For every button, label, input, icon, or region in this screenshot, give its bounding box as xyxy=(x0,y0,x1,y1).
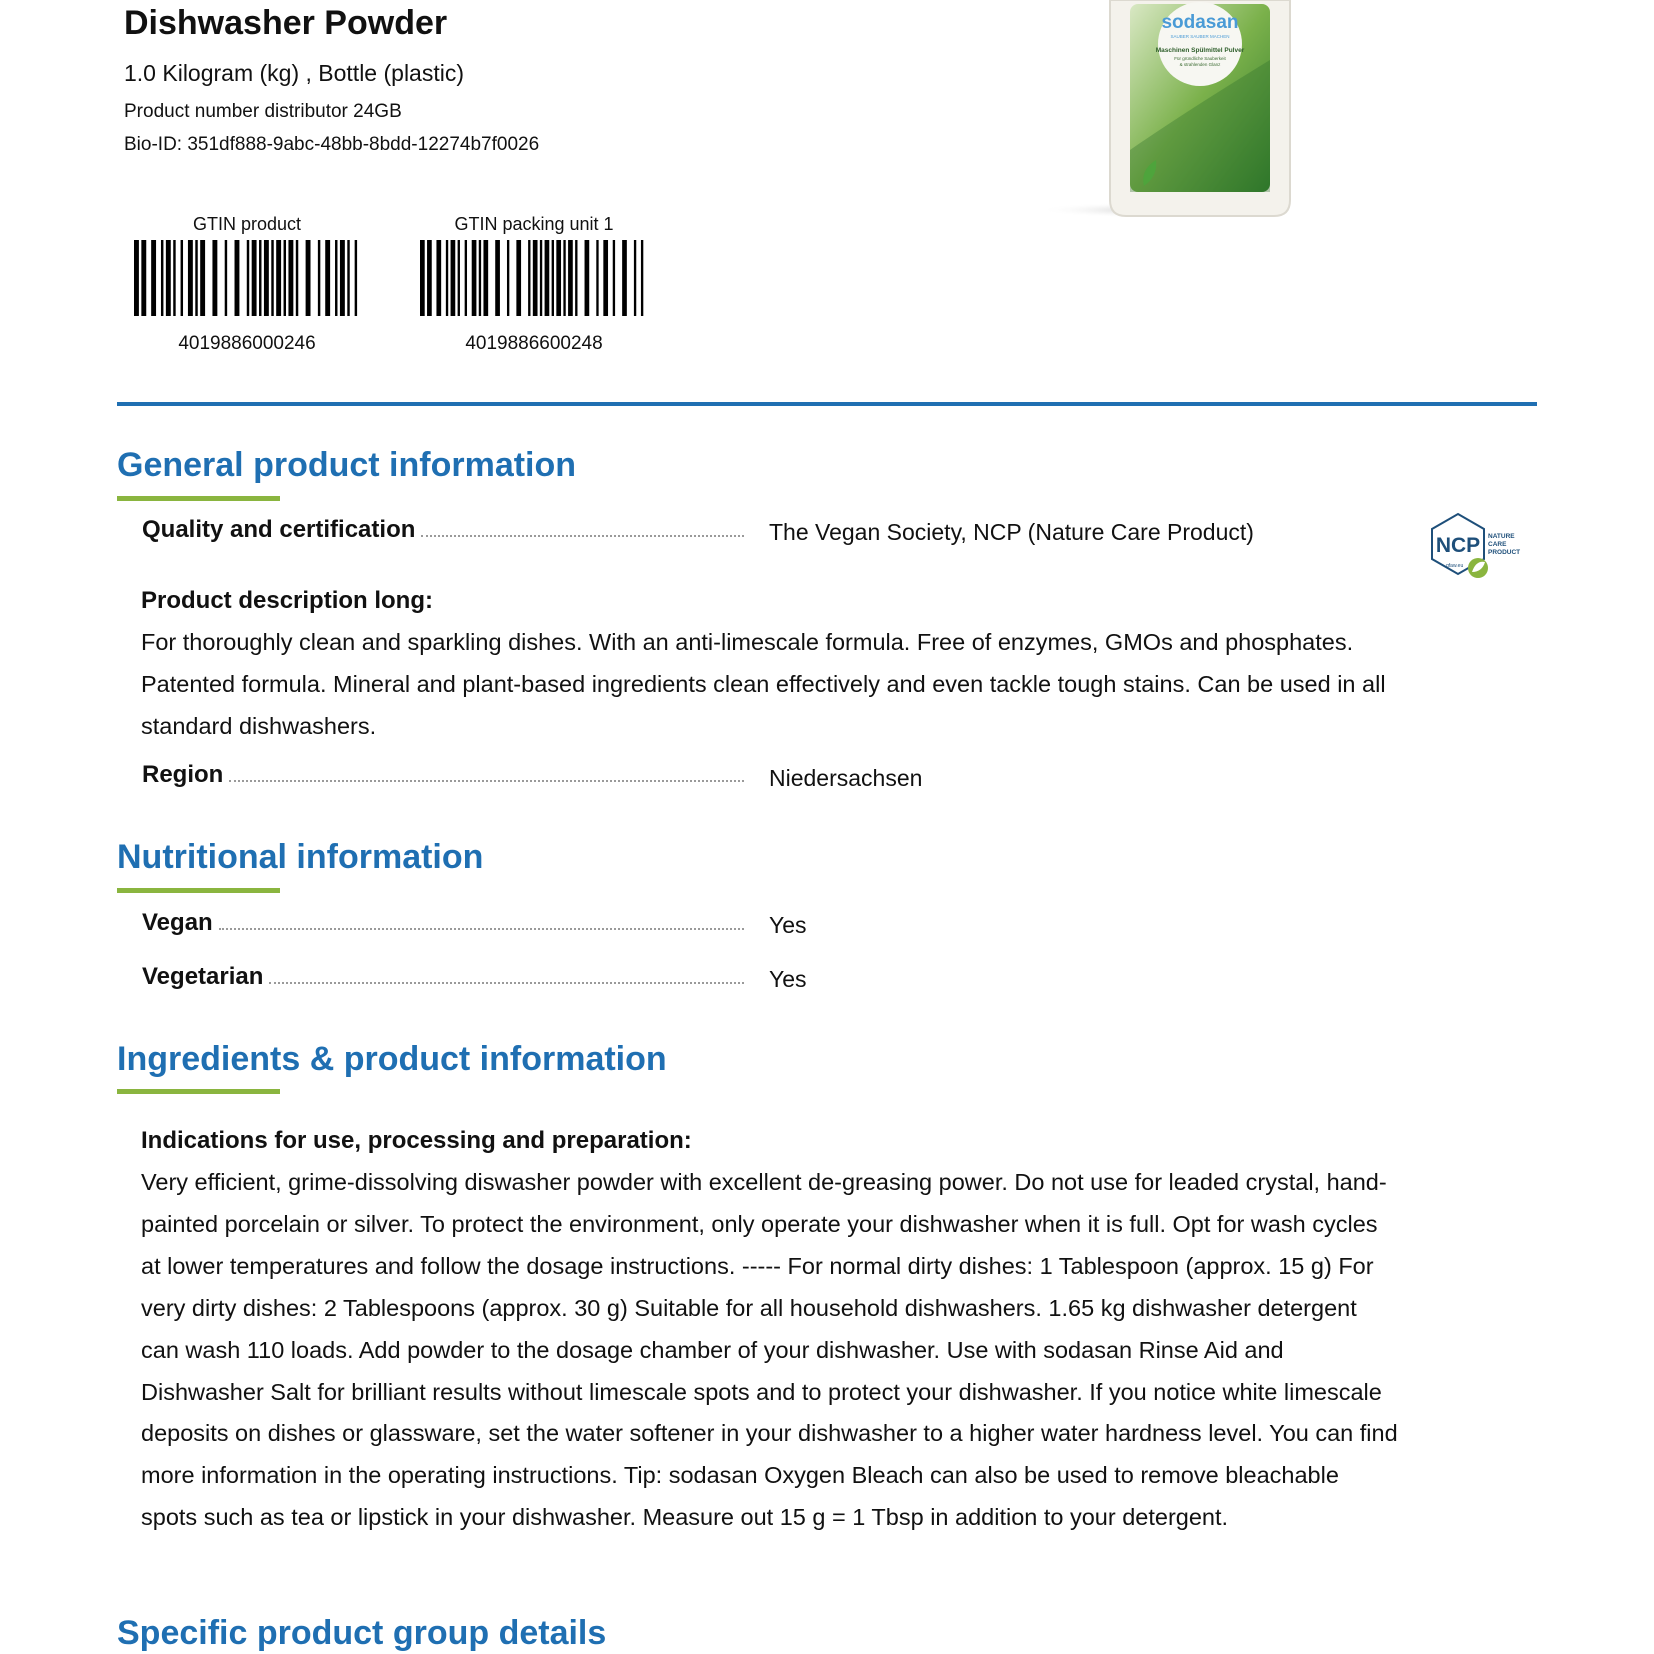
barcode-bar xyxy=(306,240,311,316)
ncp-line2: CARE xyxy=(1488,541,1507,548)
barcode-bar xyxy=(603,240,608,316)
barcode-bar xyxy=(347,240,349,316)
barcode-bar xyxy=(516,240,521,316)
barcode-bar xyxy=(568,240,573,316)
barcode-bar xyxy=(225,240,227,316)
barcode-bar xyxy=(188,240,193,316)
description-heading: Product description long: xyxy=(141,587,433,614)
barcode-bar xyxy=(483,240,488,316)
description-text: For thoroughly clean and sparkling dishes. With an anti-limescale formula. Free of enzymes, GMOs and phosphates. Patented formula. Mineral and plant-based ingredients clean effectively and even tackle tough stains. Can be used in all standard dishwashers. xyxy=(141,629,1386,739)
barcode-bar xyxy=(318,240,320,316)
gtin-product-number: 4019886000246 xyxy=(178,333,316,354)
gtin-packing-label: GTIN packing unit 1 xyxy=(454,214,614,234)
brand-text: sodasan xyxy=(1161,12,1239,33)
barcode-bar xyxy=(472,240,477,316)
barcode-bar xyxy=(458,240,460,316)
barcode-bar xyxy=(545,240,550,316)
barcode-bar xyxy=(507,240,509,316)
quality-row xyxy=(142,514,744,544)
product-title: Dishwasher Powder xyxy=(124,4,448,42)
section-underline xyxy=(117,1089,280,1094)
barcode-bar xyxy=(552,240,554,316)
barcode-bar xyxy=(271,240,273,316)
use-heading: Indications for use, processing and preparation: xyxy=(141,1127,692,1154)
barcode-bar xyxy=(134,240,139,316)
vegetarian-label: Vegetarian xyxy=(142,963,264,990)
image-sub2: & strahlenden Glanz xyxy=(1179,62,1221,67)
leader-dots xyxy=(269,982,744,984)
section-title-general: General product information xyxy=(117,446,577,484)
region-value: Niedersachsen xyxy=(769,765,923,791)
barcode-bar xyxy=(556,240,561,316)
quality-label: Quality and certification xyxy=(142,516,416,543)
section-underline xyxy=(117,888,280,893)
region-row xyxy=(142,759,744,789)
barcode-bar xyxy=(495,240,500,316)
quality-value: The Vegan Society, NCP (Nature Care Product) xyxy=(769,519,1254,545)
region-label: Region xyxy=(142,761,224,788)
product-image xyxy=(1048,0,1308,220)
vegan-label: Vegan xyxy=(142,909,213,936)
leader-dots xyxy=(219,928,744,930)
barcode-bar xyxy=(200,240,205,316)
section-title-nutrition: Nutritional information xyxy=(117,838,484,876)
barcode-bar xyxy=(195,240,197,316)
barcode-bar xyxy=(596,240,598,316)
barcode-bar xyxy=(325,240,330,316)
product-packaging: 1.0 Kilogram (kg) , Bottle (plastic) xyxy=(124,60,465,86)
barcode-bar xyxy=(173,240,175,316)
distributor-number: Product number distributor 24GB xyxy=(124,101,402,122)
barcode-bar xyxy=(446,240,448,316)
section-title-ingredients: Ingredients & product information xyxy=(117,1040,667,1078)
brand-tagline: SAUBER SAUBER MACHEN xyxy=(1170,34,1230,39)
barcode-bar xyxy=(340,240,345,316)
vegetarian-value: Yes xyxy=(769,966,807,992)
barcode-bar xyxy=(141,240,146,316)
ncp-line1: NATURE xyxy=(1488,533,1515,540)
barcode-bar xyxy=(335,240,337,316)
barcode-bar xyxy=(563,240,565,316)
ncp-line3: PRODUCT xyxy=(1488,549,1521,556)
barcode-bar xyxy=(235,240,240,316)
section-underline xyxy=(117,496,280,501)
barcode-bar xyxy=(276,240,281,316)
barcode-bar xyxy=(166,240,171,316)
barcode-bar xyxy=(585,240,590,316)
barcode-bar xyxy=(436,240,441,316)
barcode-bar xyxy=(540,240,542,316)
ncp-logo xyxy=(1428,512,1528,580)
barcode-bar xyxy=(181,240,183,316)
barcode-bar xyxy=(465,240,467,316)
ncp-mark: NCP xyxy=(1435,534,1481,557)
barcode-bar xyxy=(533,240,538,316)
barcode-bar xyxy=(427,240,432,316)
vegetarian-row xyxy=(142,961,744,991)
barcode-bar xyxy=(613,240,615,316)
barcode-bar xyxy=(288,240,293,316)
barcode-bar xyxy=(420,240,425,316)
barcode-bar xyxy=(264,240,269,316)
section-title-specific: Specific product group details xyxy=(117,1614,607,1652)
image-sub1: Für gründliche Sauberkeit xyxy=(1174,56,1226,61)
barcode-bar xyxy=(284,240,286,316)
barcode-bar xyxy=(479,240,481,316)
barcode-bar xyxy=(528,240,530,316)
leader-dots xyxy=(229,780,744,782)
image-product-name: Maschinen Spülmittel Pulver xyxy=(1155,47,1245,54)
barcode-bar xyxy=(575,240,577,316)
barcode-bar xyxy=(212,240,217,316)
leader-dots xyxy=(421,535,744,537)
barcode-bar xyxy=(634,240,636,316)
barcode-bar xyxy=(355,240,357,316)
bio-id: Bio-ID: 351df888-9abc-48bb-8bdd-12274b7f0026 xyxy=(124,134,540,155)
barcode-bar xyxy=(451,240,456,316)
header-divider xyxy=(117,402,1537,406)
barcode-bar xyxy=(151,240,156,316)
ncp-site: gfaw.eu xyxy=(1446,563,1464,569)
use-text: Very efficient, grime-dissolving diswasher powder with excellent de-greasing power. Do not use for leaded crystal, hand-painted porcelain or silver. To protect the environment, only operate your dishwasher when it is full. Opt for wash cycles at lower temperatures and follow the dosage instructions. ----- For normal dirty dishes: 1 Tablespoon (approx. 15 g) For very dirty dishes: 2 Tablespoons (approx. 30 g) Suitable for all household dishwashers. 1.65 kg dishwasher detergent can wash 110 loads. Add powder to the dosage chamber of your dishwasher. Use with sodasan Rinse Aid and Dishwasher Salt for brilliant results without limescale spots and to protect your dishwasher. If you notice white limescale deposits on dishes or glassware, set the water softener in your dishwasher to a higher water hardness level. You can find more information in the operating instructions. Tip: sodasan Oxygen Bleach can also be used to remove bleachable spots such as tea or lipstick in your dishwasher. Measure out 15 g = 1 Tbsp in addition to your detergent. xyxy=(141,1169,1398,1531)
gtin-packing-barcode xyxy=(420,240,648,316)
barcode-bar xyxy=(296,240,298,316)
gtin-product-barcode xyxy=(134,240,362,316)
barcode-bar xyxy=(161,240,163,316)
gtin-packing-number: 4019886600248 xyxy=(465,333,603,354)
barcode-bar xyxy=(247,240,249,316)
barcode-bar xyxy=(641,240,643,316)
vegan-value: Yes xyxy=(769,912,807,938)
vegan-row xyxy=(142,907,744,937)
gtin-product-label: GTIN product xyxy=(192,214,302,234)
barcode-bar xyxy=(259,240,261,316)
barcode-bar xyxy=(622,240,627,316)
barcode-bar xyxy=(252,240,257,316)
